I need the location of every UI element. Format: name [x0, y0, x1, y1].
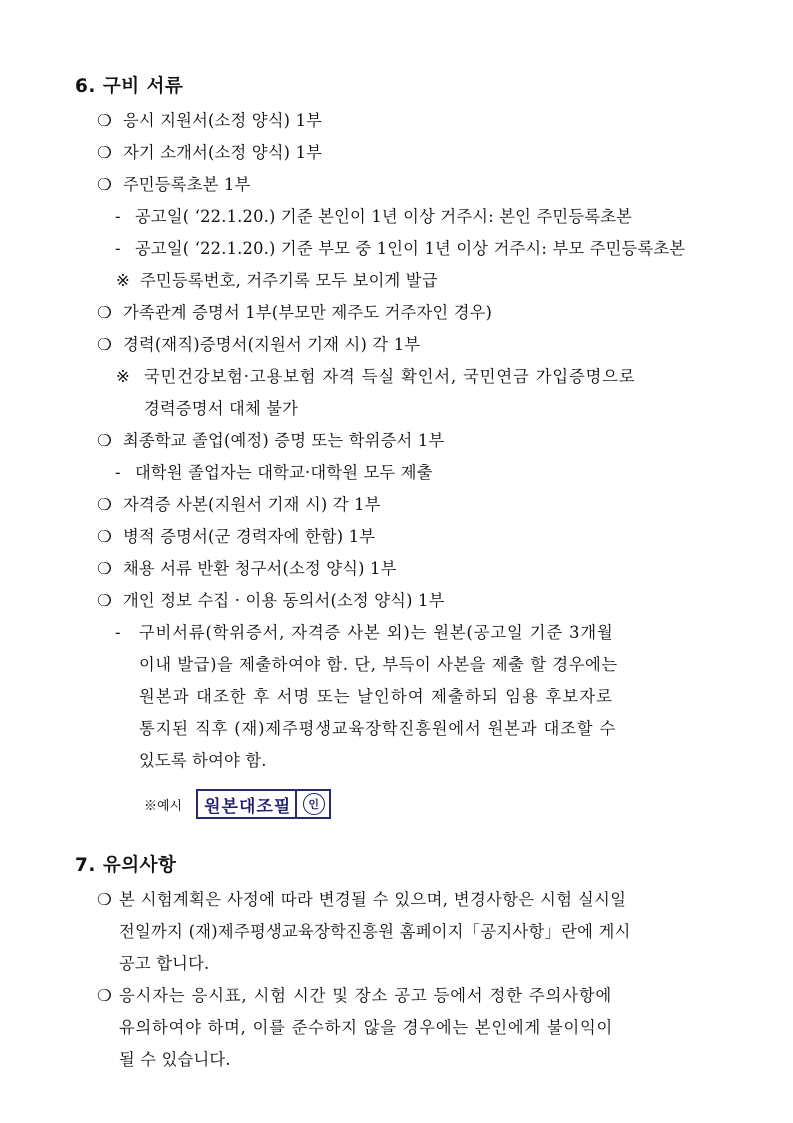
stamp-text: 원본대조필 [204, 796, 292, 817]
circle-bullet-icon: ❍ [97, 527, 112, 546]
original-verified-stamp [196, 789, 331, 819]
list-item-continuation: 공고 합니다. [119, 954, 210, 973]
circle-bullet-icon: ❍ [97, 335, 112, 354]
sub-item: - 대학원 졸업자는 대학교·대학원 모두 제출 [115, 463, 433, 482]
list-item: ❍ 가족관계 증명서 1부(부모만 제주도 거주자인 경우) [97, 303, 493, 322]
circle-bullet-icon: ❍ [97, 890, 112, 909]
list-item: ❍ 개인 정보 수집 · 이용 동의서(소정 양식) 1부 [97, 591, 445, 610]
list-item-continuation: 될 수 있습니다. [119, 1050, 231, 1069]
list-item-continuation: 전일까지 (재)제주평생교육장학진흥원 홈페이지「공지사항」란에 게시 [119, 922, 631, 941]
dash-bullet-icon: - [115, 623, 121, 642]
circle-bullet-icon: ❍ [97, 303, 112, 322]
circle-bullet-icon: ❍ [97, 431, 112, 450]
list-item: ❍ 응시 지원서(소정 양식) 1부 [97, 111, 323, 130]
list-item-continuation: 유의하여야 하며, 이를 준수하지 않을 경우에는 본인에게 불이익이 [119, 1018, 614, 1037]
note-item: ※ 주민등록번호, 거주기록 모두 보이게 발급 [116, 271, 438, 290]
reference-mark-icon: ※ [116, 271, 130, 290]
circle-bullet-icon: ❍ [97, 175, 112, 194]
sub-item-continuation: 있도록 하여야 함. [139, 751, 267, 770]
circle-bullet-icon: ❍ [97, 495, 112, 514]
sub-item-continuation: 원본과 대조한 후 서명 또는 날인하여 제출하되 임용 후보자로 [139, 687, 614, 706]
list-item: ❍ 최종학교 졸업(예정) 증명 또는 학위증서 1부 [97, 431, 445, 450]
sub-item: - 공고일( ‘22.1.20.) 기준 본인이 1년 이상 거주시: 본인 주민등록초본 [115, 207, 633, 226]
stamp-divider [295, 791, 297, 817]
list-item: ❍ 경력(재직)증명서(지원서 기재 시) 각 1부 [97, 335, 421, 354]
example-label: ※예시 [144, 798, 183, 814]
sub-item: - 공고일( ‘22.1.20.) 기준 부모 중 1인이 1년 이상 거주시: 부모 주민등록초본 [115, 239, 686, 258]
stamp-example [144, 790, 331, 818]
circle-bullet-icon: ❍ [97, 986, 112, 1005]
dash-bullet-icon: - [115, 207, 121, 226]
note-item: ※ 국민건강보험·고용보험 자격 득실 확인서, 국민연금 가입증명으로 [116, 367, 636, 386]
list-item: ❍ 본 시험계획은 사정에 따라 변경될 수 있으며, 변경사항은 시험 실시일 [97, 890, 627, 909]
section-6-heading: 6. 구비 서류 [75, 76, 184, 97]
sub-item-continuation: 통지된 직후 (재)제주평생교육장학진흥원에서 원본과 대조할 수 [139, 719, 617, 738]
dash-bullet-icon: - [115, 239, 121, 258]
sub-item: - 구비서류(학위증서, 자격증 사본 외)는 원본(공고일 기준 3개월 [115, 623, 614, 642]
seal-icon: 인 [303, 793, 325, 815]
dash-bullet-icon: - [115, 463, 121, 482]
reference-mark-icon: ※ [116, 367, 130, 386]
circle-bullet-icon: ❍ [97, 143, 112, 162]
list-item: ❍ 병적 증명서(군 경력자에 한함) 1부 [97, 527, 376, 546]
list-item: ❍ 응시자는 응시표, 시험 시간 및 장소 공고 등에서 정한 주의사항에 [97, 986, 613, 1005]
list-item: ❍ 채용 서류 반환 청구서(소정 양식) 1부 [97, 559, 397, 578]
circle-bullet-icon: ❍ [97, 591, 112, 610]
list-item: ❍ 자격증 사본(지원서 기재 시) 각 1부 [97, 495, 381, 514]
note-continuation: 경력증명서 대체 불가 [144, 399, 299, 418]
circle-bullet-icon: ❍ [97, 559, 112, 578]
circle-bullet-icon: ❍ [97, 111, 112, 130]
section-7-heading: 7. 유의사항 [75, 855, 177, 876]
list-item: ❍ 주민등록초본 1부 [97, 175, 251, 194]
list-item: ❍ 자기 소개서(소정 양식) 1부 [97, 143, 323, 162]
sub-item-continuation: 이내 발급)을 제출하여야 함. 단, 부득이 사본을 제출 할 경우에는 [139, 655, 618, 674]
